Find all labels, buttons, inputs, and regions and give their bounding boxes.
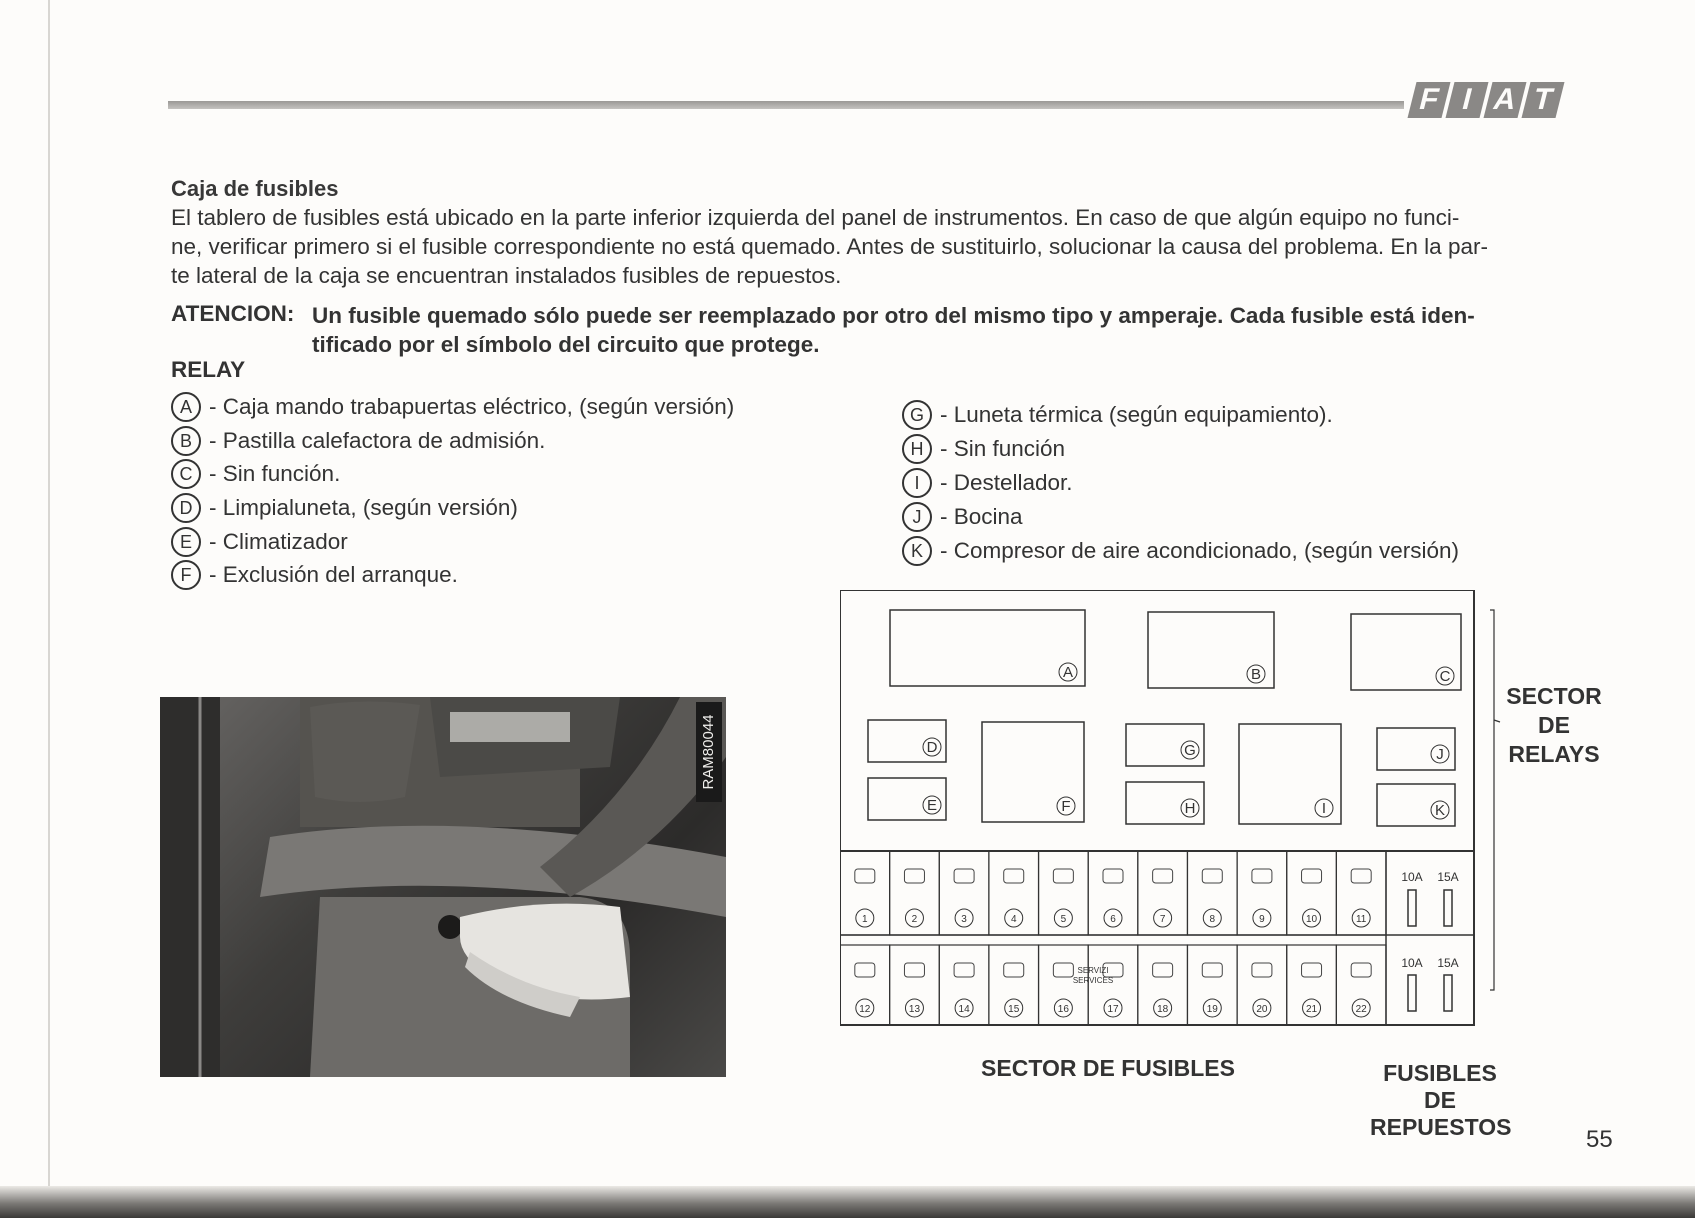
intro-line: te lateral de la caja se encuentran instalados fusibles de repuestos. <box>171 263 842 288</box>
legend-item: G - Luneta térmica (según equipamiento). <box>902 400 1333 430</box>
circled-letter: E <box>171 527 201 557</box>
fuse-symbol-icon <box>1252 963 1272 977</box>
warning-text <box>312 301 1475 359</box>
fuse-symbol-icon <box>1153 963 1173 977</box>
photo-code-strip <box>696 702 722 802</box>
intro-line: ne, verificar primero si el fusible correspondiente no está quemado. Antes de sustituirlo, solucionar la causa del problema. En la par- <box>171 234 1488 259</box>
legend-item: B - Pastilla calefactora de admisión. <box>171 426 545 456</box>
page-bottom-edge <box>0 1186 1695 1218</box>
relay-box-label: I <box>1321 800 1327 817</box>
fuse-number: 11 <box>1355 914 1367 925</box>
fuse-number: 7 <box>1159 914 1166 925</box>
circled-letter: H <box>902 434 932 464</box>
fuse-number: 21 <box>1305 1004 1318 1015</box>
circled-letter: C <box>171 459 201 489</box>
services-label: SERVIZI <box>1077 966 1109 975</box>
relay-box-label: D <box>926 739 938 756</box>
intro-line: El tablero de fusibles está ubicado en la parte inferior izquierda del panel de instrumentos. En caso de que algún equipo no funci- <box>171 205 1460 230</box>
legend-item: A - Caja mando trabapuertas eléctrico, (según versión) <box>171 392 734 422</box>
circled-letter: J <box>902 502 932 532</box>
fuse-number: 16 <box>1057 1004 1069 1015</box>
circled-letter: I <box>902 468 932 498</box>
fuse-number: 17 <box>1107 1004 1119 1015</box>
fuse-symbol-icon <box>1302 963 1322 977</box>
fuse-number: 4 <box>1010 914 1017 925</box>
circled-letter: A <box>171 392 201 422</box>
fuse-symbol-icon <box>1202 963 1222 977</box>
fuse-number: 3 <box>961 914 967 925</box>
fuse-symbol-icon <box>904 869 924 883</box>
fuse-symbol-icon <box>1153 869 1173 883</box>
fuse-number: 12 <box>859 1004 871 1015</box>
relay-box-label: K <box>1434 802 1446 819</box>
fuse-number: 9 <box>1259 914 1265 925</box>
legend-item: F - Exclusión del arranque. <box>171 560 458 590</box>
legend-item: I - Destellador. <box>902 468 1073 498</box>
fuse-sector-label: SECTOR DE FUSIBLES <box>981 1055 1235 1081</box>
circled-letter: G <box>902 400 932 430</box>
photo-code: RAM80044 <box>700 714 717 790</box>
relay-box-label: B <box>1250 666 1262 683</box>
legend-item: D - Limpialuneta, (según versión) <box>171 493 518 523</box>
fuse-number: 19 <box>1206 1004 1218 1015</box>
relay-box-label: C <box>1439 668 1451 685</box>
fusebox-diagram <box>840 590 1560 1035</box>
relay-box-label: A <box>1062 664 1074 681</box>
fuse-symbol-icon <box>1004 869 1024 883</box>
services-label: SERVICES <box>1072 976 1114 985</box>
fuse-number: 15 <box>1008 1004 1020 1015</box>
relay-box-label: G <box>1184 742 1196 759</box>
fuse-number: 2 <box>911 914 918 925</box>
fuse-symbol-icon <box>1103 869 1123 883</box>
page-spine <box>48 0 50 1218</box>
spare-amp-label: 10A <box>1401 956 1423 970</box>
legend-item: C - Sin función. <box>171 459 340 489</box>
fusebox-photo <box>160 697 726 1077</box>
legend-item: E - Climatizador <box>171 527 348 557</box>
circled-letter: B <box>171 426 201 456</box>
fuse-symbol-icon <box>1351 963 1371 977</box>
legend-item: K - Compresor de aire acondicionado, (según versión) <box>902 536 1459 566</box>
legend-item: H - Sin función <box>902 434 1065 464</box>
fuse-symbol-icon <box>1053 869 1073 883</box>
circled-letter: D <box>171 493 201 523</box>
fiat-logo: F I A T <box>1408 82 1565 118</box>
section-title: Caja de fusibles <box>171 176 339 201</box>
warning-label: ATENCION: <box>171 301 295 326</box>
header-rule <box>168 101 1404 109</box>
fuse-symbol-icon <box>1302 869 1322 883</box>
spares-label: FUSIBLES DE REPUESTOS <box>1370 1060 1512 1140</box>
fuse-symbol-icon <box>855 963 875 977</box>
relay-box-label: J <box>1436 746 1444 763</box>
spare-amp-label: 15A <box>1437 870 1459 884</box>
fuse-symbol-icon <box>1351 869 1371 883</box>
fuse-row-2 <box>840 945 1386 1025</box>
intro-paragraph <box>171 203 1621 290</box>
fuse-number: 8 <box>1209 914 1216 925</box>
fuse-number: 22 <box>1355 1004 1367 1015</box>
relay-box-label: E <box>926 797 938 814</box>
spare-amp-label: 10A <box>1401 870 1423 884</box>
warning-line: Un fusible quemado sólo puede ser reemplazado por otro del mismo tipo y amperaje. Cada fusible está iden- <box>312 303 1475 328</box>
fuse-symbol-icon <box>1202 869 1222 883</box>
relay-box-label: H <box>1184 800 1196 817</box>
fuse-number: 20 <box>1256 1004 1268 1015</box>
circled-letter: K <box>902 536 932 566</box>
legend-item: J - Bocina <box>902 502 1023 532</box>
fuse-symbol-icon <box>1004 963 1024 977</box>
circled-letter: F <box>171 560 201 590</box>
fuse-number: 6 <box>1110 914 1116 925</box>
relay-box-label: F <box>1061 798 1071 815</box>
warning-line: tificado por el símbolo del circuito que protege. <box>312 332 820 357</box>
fuse-symbol-icon <box>904 963 924 977</box>
spare-amp-label: 15A <box>1437 956 1459 970</box>
fuse-number: 1 <box>862 914 868 925</box>
page-number: 55 <box>1586 1126 1613 1153</box>
relay-sector-label: SECTOR DE RELAYS <box>1506 683 1602 767</box>
fuse-symbol-icon <box>954 963 974 977</box>
fuse-symbol-icon <box>1252 869 1272 883</box>
fuse-number: 10 <box>1305 914 1318 925</box>
fuse-number: 5 <box>1060 914 1067 925</box>
fuse-symbol-icon <box>855 869 875 883</box>
fuse-symbol-icon <box>954 869 974 883</box>
fuse-number: 18 <box>1157 1004 1169 1015</box>
relay-title: RELAY <box>171 357 246 382</box>
fuse-number: 13 <box>908 1004 921 1015</box>
fuse-symbol-icon <box>1053 963 1073 977</box>
fuse-number: 14 <box>958 1004 970 1015</box>
fuse-row-1 <box>840 851 1386 935</box>
